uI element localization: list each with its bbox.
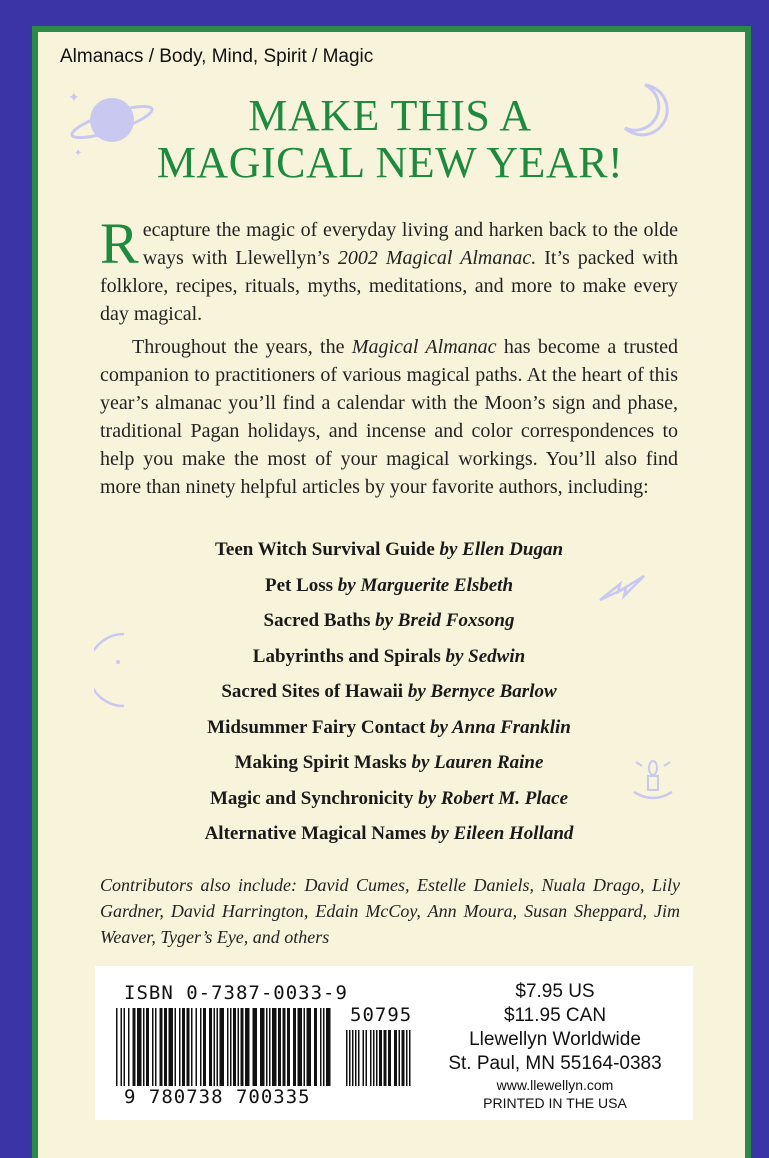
- barcode-bar: [314, 1008, 317, 1086]
- barcode-bar: [116, 1008, 118, 1086]
- barcode-bar: [182, 1008, 185, 1086]
- article-author: by Robert M. Place: [418, 787, 568, 809]
- article-item: [100, 644, 678, 680]
- barcode-bar: [260, 1008, 265, 1086]
- svg-text:✦: ✦: [68, 91, 80, 106]
- barcode-bar: [272, 1008, 277, 1086]
- barcode-bar: [137, 1008, 142, 1086]
- barcode-bar: [133, 1008, 136, 1086]
- addon-bar: [376, 1030, 378, 1086]
- barcode-bar: [320, 1008, 322, 1086]
- article-item: [100, 608, 678, 644]
- addon-bar: [379, 1030, 382, 1086]
- barcode-bar: [326, 1008, 331, 1086]
- article-author: by Ellen Dugan: [439, 539, 564, 560]
- addon-bar: [384, 1030, 387, 1086]
- barcode-bar: [169, 1008, 174, 1086]
- barcode-bar: [203, 1008, 206, 1086]
- addon-bar: [358, 1030, 360, 1086]
- body-text-2: has become a trusted companion to practitioners of various magical paths. At the heart of this year’s almanac you’ll find a calendar with the Moon’s sign and phase, traditional Pagan holidays, and incense and color correspondences to help you make the most of your magical workings. You’ll also find more than ninety helpful articles by your favorite authors, including:: [100, 336, 678, 498]
- addon-bar: [394, 1030, 397, 1086]
- addon-bar: [409, 1030, 411, 1086]
- addon-bar: [406, 1030, 408, 1086]
- barcode-bar: [196, 1008, 198, 1086]
- article-item: [100, 679, 678, 715]
- barcode-bar: [124, 1008, 126, 1086]
- svg-text:✦: ✦: [74, 148, 83, 159]
- barcode-bar: [307, 1008, 312, 1086]
- barcode-bar: [269, 1008, 271, 1086]
- article-list: [100, 537, 678, 857]
- article-title: Labyrinths and Spirals: [252, 645, 441, 667]
- addon-bar: [355, 1030, 357, 1086]
- body-title: Magical Almanac: [351, 336, 497, 358]
- barcode-bar: [238, 1008, 240, 1086]
- article-item: [100, 715, 678, 751]
- barcode-bar: [128, 1008, 130, 1086]
- addon-bar: [402, 1030, 405, 1086]
- isbn-label: ISBN 0-7387-0033-9: [124, 982, 348, 1004]
- barcode-bar: [230, 1008, 232, 1086]
- contributors-text: Contributors also include: David Cumes, Estelle Daniels, Nuala Drago, Lily Gardner, David Harrington, Edain McCoy, Ann Moura, Susan Sheppard, Jim Weaver, Tyger’s Eye, and others: [100, 875, 680, 947]
- barcode-bar: [283, 1008, 286, 1086]
- intro-paragraph: [100, 211, 678, 328]
- body-paragraph: [100, 333, 678, 501]
- article-item: [100, 573, 678, 609]
- article-author: by Sedwin: [445, 645, 526, 667]
- barcode-icon: [110, 1008, 430, 1088]
- article-author: by Anna Franklin: [430, 716, 571, 738]
- addon-bar: [370, 1030, 372, 1086]
- barcode-bar: [121, 1008, 123, 1086]
- barcode-bar: [164, 1008, 167, 1086]
- addon-bar: [363, 1030, 365, 1086]
- article-title: Alternative Magical Names: [204, 823, 427, 844]
- barcode-bar: [253, 1008, 258, 1086]
- addon-bar: [373, 1030, 375, 1086]
- barcode-bar: [304, 1008, 306, 1086]
- article-title: Making Spirit Masks: [234, 752, 407, 773]
- barcode-bar: [143, 1008, 145, 1086]
- barcode-bar: [278, 1008, 281, 1086]
- addon-bar: [366, 1030, 368, 1086]
- barcode-bar: [155, 1008, 157, 1086]
- article-title: Sacred Baths: [263, 610, 371, 631]
- article-item: [100, 537, 678, 573]
- barcode-bar: [160, 1008, 163, 1086]
- barcode-bar: [293, 1008, 296, 1086]
- printed-in: PRINTED IN THE USA: [483, 1095, 627, 1111]
- barcode-bar: [200, 1008, 202, 1086]
- addon-bar: [399, 1030, 401, 1086]
- headline-line-1: MAKE THIS A: [248, 91, 532, 140]
- barcode-bar: [187, 1008, 190, 1086]
- addon-bar: [352, 1030, 354, 1086]
- barcode-bar: [233, 1008, 236, 1086]
- ean-number: 9 780738 700335: [124, 1086, 311, 1108]
- publisher-website: www.llewellyn.com: [496, 1077, 614, 1093]
- article-title: Magic and Synchronicity: [210, 787, 414, 809]
- price-us: $7.95 US: [515, 981, 595, 1002]
- article-author: by Lauren Raine: [411, 752, 544, 773]
- price-addon-code: 50795: [350, 1004, 413, 1026]
- article-author: by Breid Foxsong: [375, 610, 515, 631]
- headline: [60, 92, 720, 186]
- barcode-bar: [175, 1008, 177, 1086]
- barcode-bar: [214, 1008, 216, 1086]
- barcode-bar: [266, 1008, 268, 1086]
- article-title: Midsummer Fairy Contact: [207, 716, 426, 738]
- article-author: by Eileen Holland: [430, 823, 574, 844]
- barcode-bar: [217, 1008, 219, 1086]
- addon-bar: [388, 1030, 391, 1086]
- article-author: by Marguerite Elsbeth: [337, 574, 514, 596]
- body-text-1: Throughout the years, the: [132, 336, 352, 358]
- addon-bar: [349, 1030, 351, 1086]
- addon-bar: [346, 1030, 348, 1086]
- article-item: [100, 750, 678, 786]
- article-title: Sacred Sites of Hawaii: [221, 681, 404, 702]
- barcode-bar: [179, 1008, 181, 1086]
- intro-text-1: ecapture the magic of everyday living and harken back to the olde ways with Llewellyn’s: [142, 219, 678, 269]
- category-label: Almanacs / Body, Mind, Spirit / Magic: [60, 46, 374, 67]
- article-title: Pet Loss: [264, 574, 334, 596]
- drop-cap: R: [100, 211, 139, 276]
- article-author: by Bernyce Barlow: [407, 681, 557, 702]
- barcode-bar: [298, 1008, 303, 1086]
- barcode-bar: [220, 1008, 225, 1086]
- barcode-bar: [227, 1008, 229, 1086]
- intro-text-2: It’s packed with folklore, recipes, rituals, myths, meditations, and more to make every day magical.: [100, 247, 678, 325]
- headline-line-2: MAGICAL NEW YEAR!: [156, 138, 624, 187]
- publisher-name: Llewellyn Worldwide: [469, 1029, 641, 1050]
- barcode-bar: [241, 1008, 244, 1086]
- article-item: [100, 786, 678, 822]
- barcode-bar: [146, 1008, 149, 1086]
- barcode-bar: [191, 1008, 193, 1086]
- article-item: [100, 821, 678, 857]
- barcode-bar: [323, 1008, 325, 1086]
- article-title: Teen Witch Survival Guide: [214, 539, 435, 560]
- barcode-bar: [287, 1008, 290, 1086]
- price-can: $11.95 CAN: [503, 1005, 607, 1026]
- barcode-bar: [245, 1008, 250, 1086]
- intro-title: 2002 Magical Almanac.: [337, 247, 537, 269]
- barcode-bar: [209, 1008, 212, 1086]
- barcode-bar: [152, 1008, 154, 1086]
- publisher-address: St. Paul, MN 55164-0383: [448, 1053, 662, 1074]
- price-block: [430, 980, 680, 1112]
